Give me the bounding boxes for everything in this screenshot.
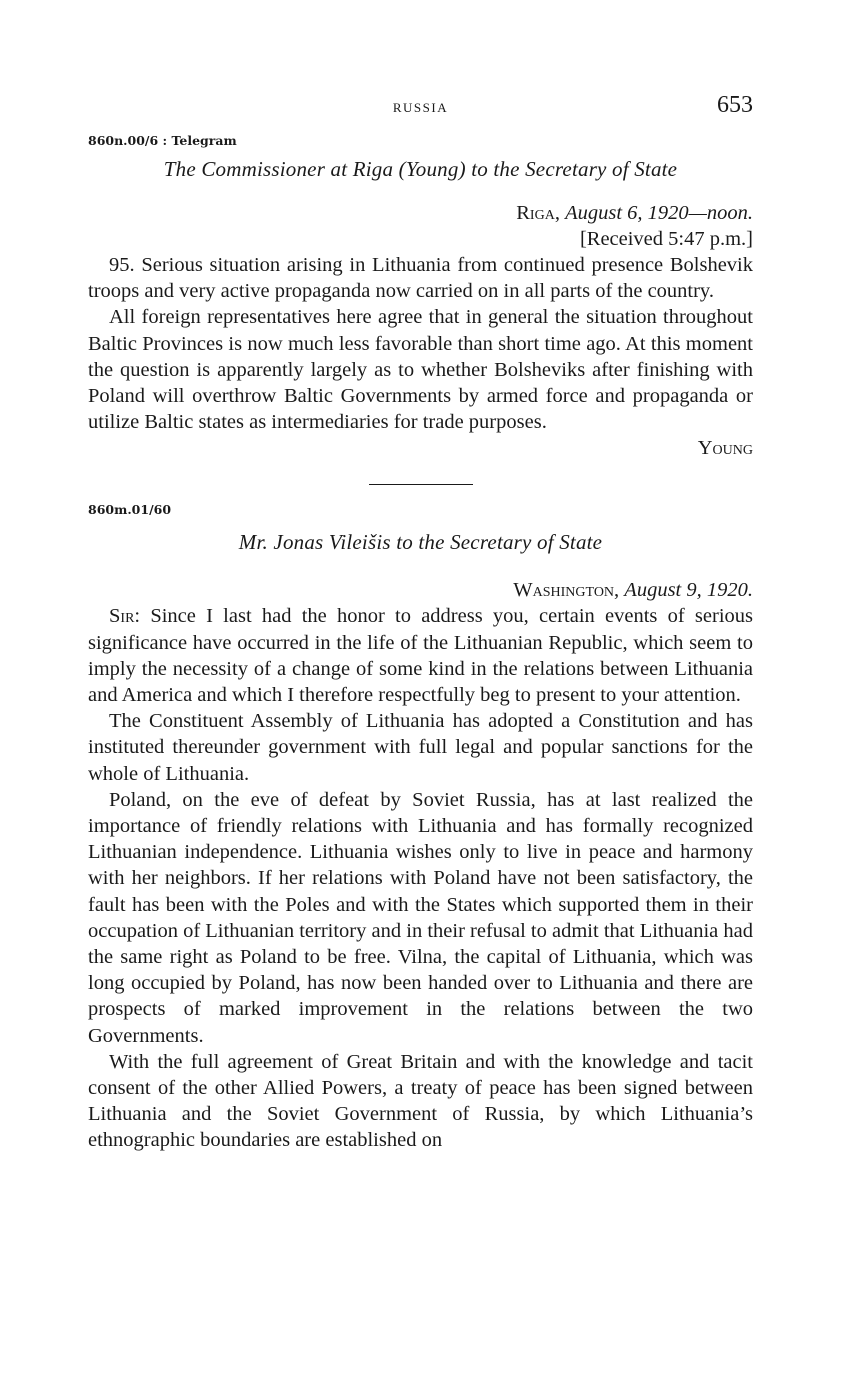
dateline-date-2: August 9, 1920. <box>624 579 753 602</box>
paragraph: 95. Serious situation arising in Lithuania from continued presence Bolshevik troops and very active propaganda now carried on in all parts of the country. <box>88 254 753 303</box>
received-line: [Received 5:47 p.m.] <box>579 228 753 250</box>
paragraph: With the full agreement of Great Britain and with the knowledge and tacit consent of the other Allied Powers, a treaty of peace has been signed between Lithuania and the Soviet Government of Russia, by which Lithuania’s ethnographic boundaries are established on <box>88 1050 753 1152</box>
section-divider <box>369 484 473 485</box>
paragraph-text: Since I last had the honor to address you, certain events of serious significance have occurred in the life of the Lithuanian Republic, which seem to imply the necessity of a change of some kind in the relations between Lithuania and America and which I therefore respectfully beg to present to your attention. <box>88 605 753 707</box>
dateline-place-2: Washington <box>513 579 615 602</box>
dateline-place-1: Riga <box>516 202 555 224</box>
document-heading-2: Mr. Jonas Vileišis to the Secretary of State <box>238 530 603 555</box>
page-number: 653 <box>717 92 753 118</box>
dateline-1: Riga, August 6, 1920—noon. <box>516 202 753 224</box>
paragraph <box>88 603 753 708</box>
document-heading-1: The Commissioner at Riga (Young) to the Secretary of State <box>163 157 678 181</box>
dateline-date-1: August 6, 1920—noon. <box>565 202 753 224</box>
paragraph: All foreign representatives here agree that in general the situation throughout Baltic Provinces is now much less favorable than short time ago. At this moment the question is apparently largely as to whether Bolsheviks after finishing with Poland will overthrow Baltic Governments by armed force and propaganda or utilize Baltic states as intermediaries for trade purposes. <box>88 306 753 434</box>
running-head <box>88 92 753 126</box>
running-title: RUSSIA <box>392 100 449 115</box>
page-body <box>88 92 753 1154</box>
file-reference-2: 860m.01/60 <box>88 502 172 518</box>
dateline-2: Washington, August 9, 1920. <box>513 579 753 602</box>
signature: Young <box>697 437 753 460</box>
salutation: Sir: <box>109 605 141 628</box>
paragraph: Poland, on the eve of defeat by Soviet Russia, has at last realized the importance of friendly relations with Lithuania and has formally recognized Lithuanian independence. Lithuania wishes only to live in peace and harmony with her neighbors. If her relations with Poland have not been satisfactory, the fault has been with the Poles and with the States which supported them in their occupation of Lithuanian territory and in their refusal to admit that Lithuania had the same right as Poland to be free. Vilna, the capital of Lithuania, which was long occupied by Poland, has now been handed over to Lithuania and there are prospects of marked improvement in the relations between the two Governments. <box>88 788 753 1047</box>
paragraph: The Constituent Assembly of Lithuania has adopted a Constitution and has instituted thereunder government with full legal and popular sanctions for the whole of Lithuania. <box>88 710 753 785</box>
file-reference-1: 860n.00/6 : Telegram <box>88 133 237 148</box>
